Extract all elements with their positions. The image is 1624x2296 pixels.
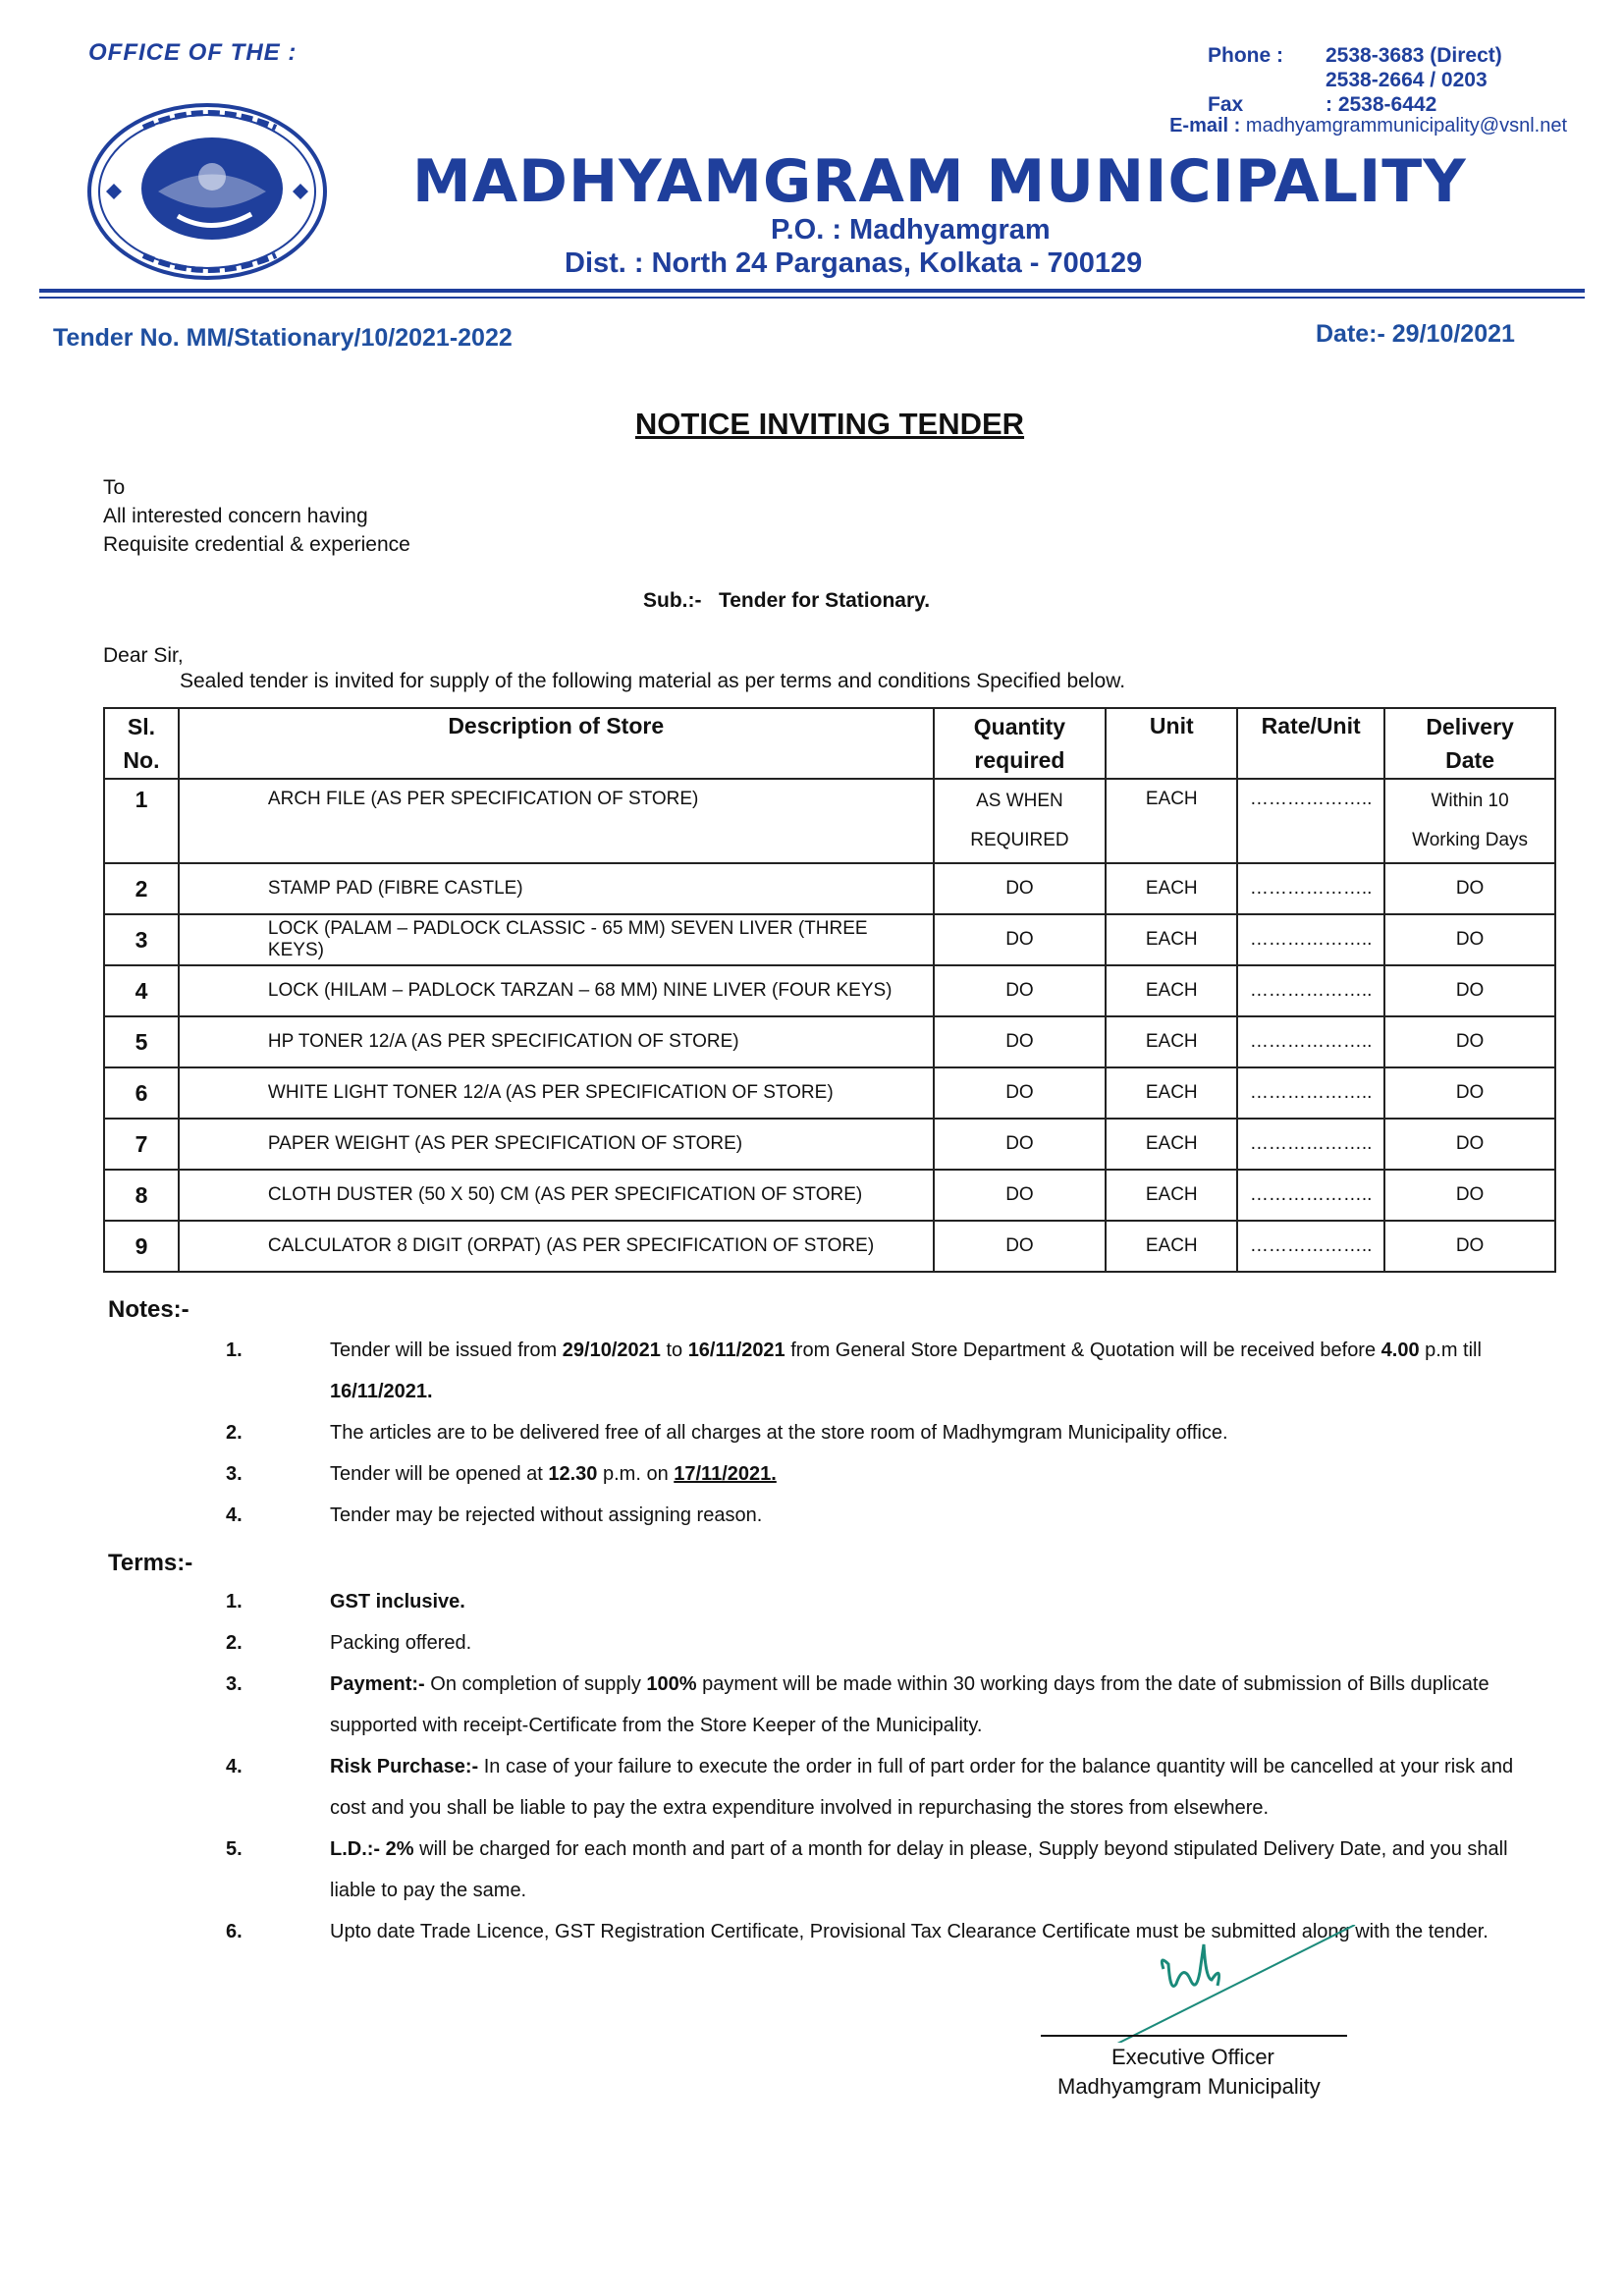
note-item-3: 3. Tender will be opened at 12.30 p.m. on 17/11/2021. xyxy=(226,1453,1551,1495)
fax-label: Fax xyxy=(1208,93,1244,116)
row-quantity: DO xyxy=(934,1119,1107,1170)
row-description: LOCK (PALAM – PADLOCK CLASSIC - 65 MM) SEVEN LIVER (THREE KEYS) xyxy=(179,914,934,965)
row-unit: EACH xyxy=(1106,779,1237,863)
municipality-seal-icon xyxy=(84,98,330,285)
table-row xyxy=(104,1016,1555,1067)
row-sl: 3 xyxy=(104,914,179,965)
table-row xyxy=(104,779,1555,863)
row-delivery: DO xyxy=(1384,863,1555,914)
row-rate: ……………….. xyxy=(1237,1067,1384,1119)
table-row xyxy=(104,914,1555,965)
table-row xyxy=(104,863,1555,914)
post-office-line: P.O. : Madhyamgram xyxy=(771,214,1051,246)
row-quantity: DO xyxy=(934,1170,1107,1221)
row-rate: ……………….. xyxy=(1237,965,1384,1016)
row-unit: EACH xyxy=(1106,863,1237,914)
header-rate: Rate/Unit xyxy=(1237,708,1384,779)
letterhead-divider-thin xyxy=(39,297,1585,299)
row-delivery: DO xyxy=(1384,1067,1555,1119)
fax-value: : 2538-6442 xyxy=(1326,93,1437,116)
row-description: PAPER WEIGHT (AS PER SPECIFICATION OF STORE) xyxy=(179,1119,934,1170)
term-number: 3. xyxy=(226,1673,243,1695)
row-description: HP TONER 12/A (AS PER SPECIFICATION OF STORE) xyxy=(179,1016,934,1067)
term-number: 2. xyxy=(226,1632,243,1654)
address-line-2: All interested concern having xyxy=(103,505,368,527)
row-quantity: DO xyxy=(934,1016,1107,1067)
row-unit: EACH xyxy=(1106,1067,1237,1119)
intro-paragraph: Sealed tender is invited for supply of the following material as per terms and conditions Specified below. xyxy=(180,670,1126,692)
row-quantity: DO xyxy=(934,1221,1107,1272)
row-sl: 7 xyxy=(104,1119,179,1170)
row-delivery: DO xyxy=(1384,1170,1555,1221)
notice-title: NOTICE INVITING TENDER xyxy=(634,407,1025,441)
term-number: 6. xyxy=(226,1921,243,1942)
row-rate: ……………….. xyxy=(1237,779,1384,863)
row-delivery: DO xyxy=(1384,1016,1555,1067)
note-item-4: 4. Tender may be rejected without assigning reason. xyxy=(226,1495,1551,1536)
row-rate: ……………….. xyxy=(1237,1016,1384,1067)
address-block xyxy=(103,473,410,559)
row-description: WHITE LIGHT TONER 12/A (AS PER SPECIFICATION OF STORE) xyxy=(179,1067,934,1119)
row-sl: 1 xyxy=(104,779,179,863)
header-sl-no: Sl. No. xyxy=(104,708,179,779)
row-sl: 5 xyxy=(104,1016,179,1067)
row-rate: ……………….. xyxy=(1237,1170,1384,1221)
header-unit: Unit xyxy=(1106,708,1237,779)
salutation: Dear Sir, xyxy=(103,644,184,667)
header-description: Description of Store xyxy=(179,708,934,779)
row-sl: 8 xyxy=(104,1170,179,1221)
row-sl: 4 xyxy=(104,965,179,1016)
note-number: 1. xyxy=(226,1339,243,1361)
row-quantity: DO xyxy=(934,914,1107,965)
note-number: 2. xyxy=(226,1422,243,1444)
term-number: 1. xyxy=(226,1591,243,1613)
row-quantity: DO xyxy=(934,863,1107,914)
row-rate: ……………….. xyxy=(1237,914,1384,965)
notes-heading: Notes:- xyxy=(108,1296,189,1323)
row-unit: EACH xyxy=(1106,965,1237,1016)
term-item-5: 5. L.D.:- 2% will be charged for each month and part of a month for delay in please, Supply beyond stipulated Delivery Date, and you shall liable to pay the same. xyxy=(226,1829,1551,1911)
term-item-3: 3. Payment:- On completion of supply 100% payment will be made within 30 working days from the date of submission of Bills duplicate supported with receipt-Certificate from the Store Keeper of the Municipality. xyxy=(226,1664,1551,1746)
term-number: 5. xyxy=(226,1838,243,1860)
row-quantity: DO xyxy=(934,1067,1107,1119)
row-delivery: DO xyxy=(1384,1221,1555,1272)
row-unit: EACH xyxy=(1106,1016,1237,1067)
letterhead-divider xyxy=(39,289,1585,293)
term-item-1: 1. GST inclusive. xyxy=(226,1581,1551,1622)
note-item-1: 1. Tender will be issued from 29/10/2021 to 16/11/2021 from General Store Department & Quotation will be received before 4.00 p.m till 16/11/2021. xyxy=(226,1330,1551,1412)
term-number: 4. xyxy=(226,1756,243,1777)
row-description: ARCH FILE (AS PER SPECIFICATION OF STORE) xyxy=(179,779,934,863)
fax-row xyxy=(1208,92,1502,117)
row-unit: EACH xyxy=(1106,914,1237,965)
address-line-3: Requisite credential & experience xyxy=(103,533,410,556)
row-delivery: DO xyxy=(1384,914,1555,965)
municipality-name: MADHYAMGRAM MUNICIPALITY xyxy=(412,147,1467,216)
table-row xyxy=(104,965,1555,1016)
signature-icon xyxy=(1110,1925,1404,2043)
row-rate: ……………….. xyxy=(1237,1119,1384,1170)
contact-block xyxy=(1208,43,1502,117)
office-of-label: OFFICE OF THE : xyxy=(88,39,298,66)
email-row xyxy=(1169,115,1567,137)
term-item-2: 2. Packing offered. xyxy=(226,1622,1551,1664)
row-unit: EACH xyxy=(1106,1221,1237,1272)
table-header-row xyxy=(104,708,1555,779)
phone-row-2: 2538-2664 / 0203 xyxy=(1326,69,1488,91)
row-rate: ……………….. xyxy=(1237,863,1384,914)
row-rate: ……………….. xyxy=(1237,1221,1384,1272)
district-line: Dist. : North 24 Parganas, Kolkata - 700129 xyxy=(565,247,1143,279)
tender-number: Tender No. MM/Stationary/10/2021-2022 xyxy=(53,324,513,352)
email-label: E-mail : xyxy=(1169,115,1241,137)
phone-row xyxy=(1208,43,1502,68)
signatory-organization: Madhyamgram Municipality xyxy=(1057,2074,1321,2099)
subject-line: Sub.:- Tender for Stationary. xyxy=(643,589,931,612)
table-row xyxy=(104,1067,1555,1119)
terms-heading: Terms:- xyxy=(108,1550,193,1576)
row-description: STAMP PAD (FIBRE CASTLE) xyxy=(179,863,934,914)
phone-label: Phone : xyxy=(1208,44,1283,67)
row-sl: 2 xyxy=(104,863,179,914)
row-delivery: DO xyxy=(1384,1119,1555,1170)
row-delivery: DO xyxy=(1384,965,1555,1016)
phone-value-1: 2538-3683 (Direct) xyxy=(1326,44,1502,67)
row-quantity: DO xyxy=(934,965,1107,1016)
note-number: 3. xyxy=(226,1463,243,1485)
tender-date: Date:- 29/10/2021 xyxy=(1316,320,1515,348)
row-description: CLOTH DUSTER (50 X 50) CM (AS PER SPECIFICATION OF STORE) xyxy=(179,1170,934,1221)
row-quantity: AS WHEN REQUIRED xyxy=(934,779,1107,863)
signatory-title: Executive Officer xyxy=(1111,2045,1274,2069)
row-sl: 6 xyxy=(104,1067,179,1119)
table-row xyxy=(104,1170,1555,1221)
signature-line xyxy=(1041,2035,1347,2037)
row-unit: EACH xyxy=(1106,1119,1237,1170)
header-quantity: Quantity required xyxy=(934,708,1107,779)
address-line-1: To xyxy=(103,476,126,499)
items-table xyxy=(103,707,1556,1273)
notes-list xyxy=(226,1330,1551,1536)
row-unit: EACH xyxy=(1106,1170,1237,1221)
row-description: LOCK (HILAM – PADLOCK TARZAN – 68 MM) NINE LIVER (FOUR KEYS) xyxy=(179,965,934,1016)
note-item-2: 2. The articles are to be delivered free of all charges at the store room of Madhymgram Municipality office. xyxy=(226,1412,1551,1453)
header-delivery: Delivery Date xyxy=(1384,708,1555,779)
table-row xyxy=(104,1119,1555,1170)
row-description: CALCULATOR 8 DIGIT (ORPAT) (AS PER SPECIFICATION OF STORE) xyxy=(179,1221,934,1272)
table-row xyxy=(104,1221,1555,1272)
row-delivery: Within 10 Working Days xyxy=(1384,779,1555,863)
term-item-4: 4. Risk Purchase:- In case of your failure to execute the order in full of part order for the balance quantity will be cancelled at your risk and cost and you shall be liable to pay the extra expenditure involved in repurchasing the stores from elsewhere. xyxy=(226,1746,1551,1829)
term-item-6: 6. Upto date Trade Licence, GST Registration Certificate, Provisional Tax Clearance Certificate must be submitted along with the tender. xyxy=(226,1911,1551,1952)
terms-list xyxy=(226,1581,1551,1952)
note-number: 4. xyxy=(226,1504,243,1526)
email-value: madhyamgrammunicipality@vsnl.net xyxy=(1245,115,1567,137)
row-sl: 9 xyxy=(104,1221,179,1272)
